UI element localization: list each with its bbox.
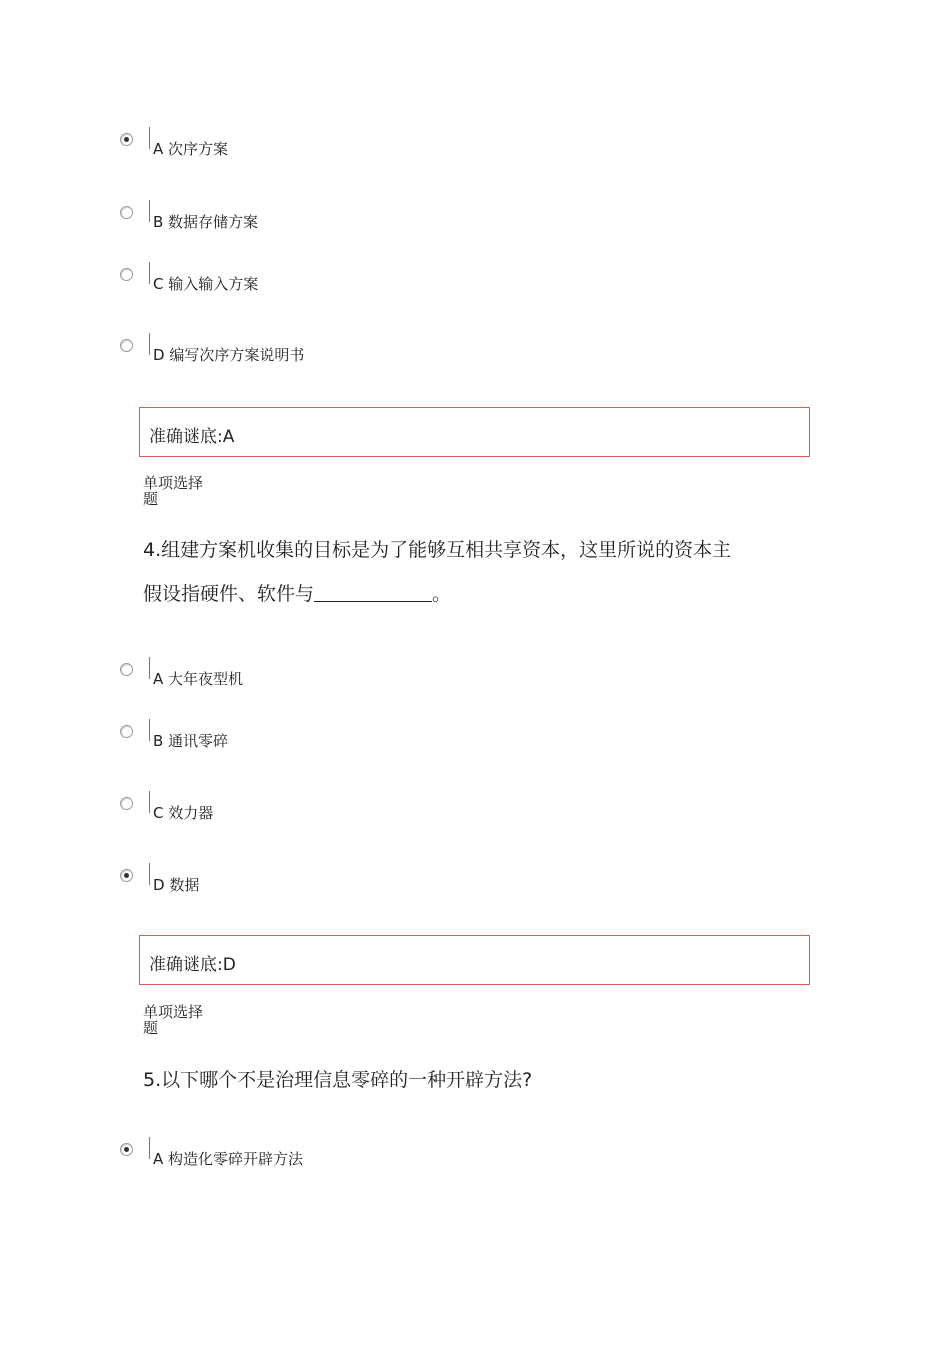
option-label: A 次序方案 <box>153 140 229 158</box>
option-divider <box>149 863 150 885</box>
option-divider <box>149 719 150 741</box>
question-end: 。 <box>432 583 452 605</box>
radio-q4-a[interactable] <box>120 663 133 676</box>
option-q3-b[interactable] <box>120 203 540 231</box>
question-type-line: 单项选择 <box>143 474 204 492</box>
question-type-q4 <box>143 475 213 507</box>
question-type-line: 题 <box>143 1019 159 1037</box>
radio-q4-b[interactable] <box>120 725 133 738</box>
option-q3-a[interactable] <box>120 130 540 158</box>
radio-q5-a[interactable] <box>120 1143 133 1156</box>
radio-q3-c[interactable] <box>120 268 133 281</box>
question-text-q4 <box>143 528 783 616</box>
question-line-2 <box>143 572 783 616</box>
option-divider <box>149 200 150 222</box>
question-line: 5.以下哪个不是治理信息零碎的一种开辟方法? <box>143 1069 533 1091</box>
option-label: A 大年夜型机 <box>153 670 244 688</box>
radio-q3-d[interactable] <box>120 339 133 352</box>
option-q3-d[interactable] <box>120 336 540 364</box>
question-type-q5 <box>143 1004 213 1036</box>
answer-blank <box>314 583 432 602</box>
option-label: B 通讯零碎 <box>153 732 229 750</box>
option-q4-b[interactable] <box>120 722 540 750</box>
question-line: 4.组建方案机收集的目标是为了能够互相共享资本，这里所说的资本主 <box>143 539 732 561</box>
radio-q4-c[interactable] <box>120 797 133 810</box>
question-type-line: 单项选择 <box>143 1003 204 1021</box>
question-type-line: 题 <box>143 490 159 508</box>
option-label: C 输入输入方案 <box>153 275 259 293</box>
option-q3-c[interactable] <box>120 265 540 293</box>
question-line: 假设指硬件、软件与 <box>143 583 315 605</box>
option-divider <box>149 1137 150 1159</box>
option-divider <box>149 657 150 679</box>
answer-text: 准确谜底:A <box>149 427 235 447</box>
radio-q3-a[interactable] <box>120 133 133 146</box>
radio-q4-d[interactable] <box>120 869 133 882</box>
option-label: D 数据 <box>153 876 200 894</box>
radio-q3-b[interactable] <box>120 206 133 219</box>
question-text-q5 <box>143 1058 783 1102</box>
answer-box-q4 <box>139 935 810 985</box>
answer-text: 准确谜底:D <box>149 955 236 975</box>
option-label: C 效力器 <box>153 804 214 822</box>
option-divider <box>149 791 150 813</box>
option-divider <box>149 262 150 284</box>
option-q5-a[interactable] <box>120 1140 540 1168</box>
option-q4-c[interactable] <box>120 794 540 822</box>
option-label: A 构造化零碎开辟方法 <box>153 1150 304 1168</box>
option-label: B 数据存储方案 <box>153 213 259 231</box>
answer-box-q3 <box>139 407 810 457</box>
option-divider <box>149 333 150 355</box>
option-q4-a[interactable] <box>120 660 540 688</box>
option-q4-d[interactable] <box>120 866 540 894</box>
option-divider <box>149 127 150 149</box>
option-label: D 编写次序方案说明书 <box>153 346 305 364</box>
